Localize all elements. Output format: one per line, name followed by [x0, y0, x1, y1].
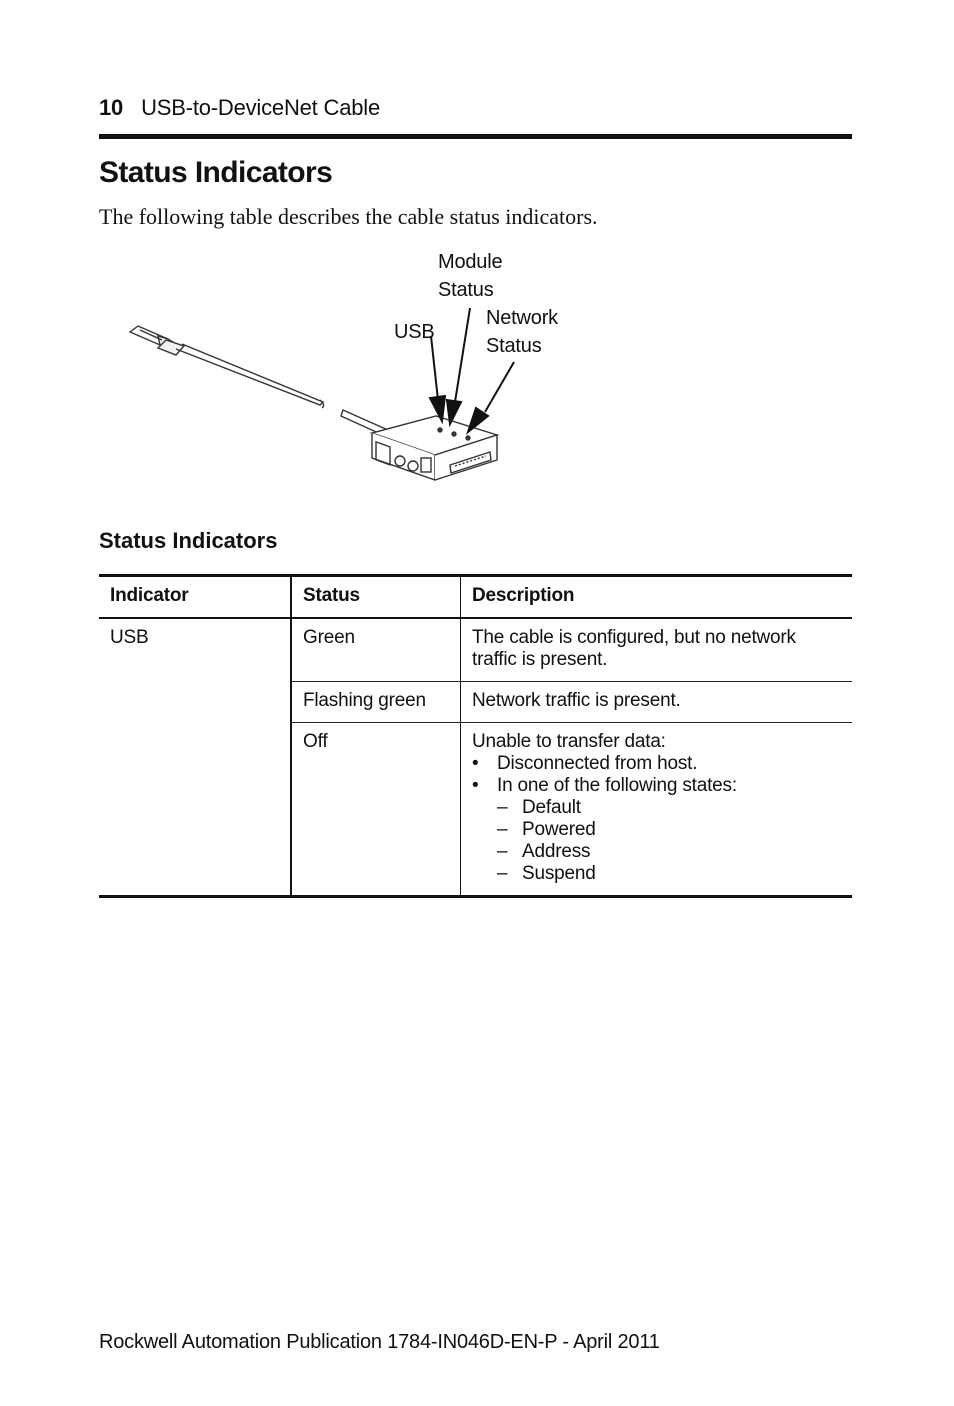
intro-paragraph: The following table describes the cable status indicators. — [99, 204, 598, 229]
bullet-text: Disconnected from host. — [497, 753, 698, 774]
column-header-description: Description — [461, 576, 853, 619]
sub-list — [497, 797, 841, 885]
sub-item — [497, 863, 841, 885]
table-row — [99, 618, 852, 682]
status-cell: Green — [291, 618, 461, 682]
dash-icon: – — [497, 819, 508, 840]
sub-item — [497, 819, 841, 841]
table-caption: Status Indicators — [99, 528, 278, 553]
dash-icon: – — [497, 841, 508, 862]
column-header-indicator: Indicator — [99, 576, 291, 619]
description-cell: Network traffic is present. — [461, 682, 853, 723]
page-number: 10 — [99, 95, 124, 120]
sub-item-text: Address — [522, 841, 591, 862]
module-status-label: Module Status — [438, 251, 503, 301]
bullet-icon: • — [472, 753, 479, 774]
sub-item — [497, 797, 841, 819]
usb-label: USB — [394, 321, 435, 343]
running-header — [99, 95, 380, 121]
status-indicators-table — [99, 574, 852, 898]
indicator-cell: USB — [99, 618, 291, 897]
page-footer: Rockwell Automation Publication 1784-IN046D-EN-P - April 2011 — [99, 1331, 660, 1353]
bullet-list — [472, 753, 841, 885]
section-title: Status Indicators — [99, 156, 333, 189]
description-cell: The cable is configured, but no network traffic is present. — [461, 618, 853, 682]
description-cell — [461, 723, 853, 897]
network-status-label: Network Status — [486, 307, 558, 357]
table-header-row — [99, 576, 852, 619]
sub-item-text: Suspend — [522, 863, 596, 884]
status-cell: Flashing green — [291, 682, 461, 723]
sub-item-text: Powered — [522, 819, 596, 840]
cable-drawing — [110, 240, 670, 510]
dash-icon: – — [497, 797, 508, 818]
running-title: USB-to-DeviceNet Cable — [141, 95, 380, 120]
dash-icon: – — [497, 863, 508, 884]
bullet-item — [472, 775, 841, 885]
sub-item-text: Default — [522, 797, 581, 818]
header-rule — [99, 134, 852, 139]
bullet-icon: • — [472, 775, 479, 796]
bullet-item — [472, 753, 841, 775]
sub-item — [497, 841, 841, 863]
column-header-status: Status — [291, 576, 461, 619]
status-cell: Off — [291, 723, 461, 897]
cable-illustration — [110, 240, 670, 510]
bullet-text: In one of the following states: — [497, 775, 737, 796]
description-text: Unable to transfer data: — [472, 731, 666, 752]
